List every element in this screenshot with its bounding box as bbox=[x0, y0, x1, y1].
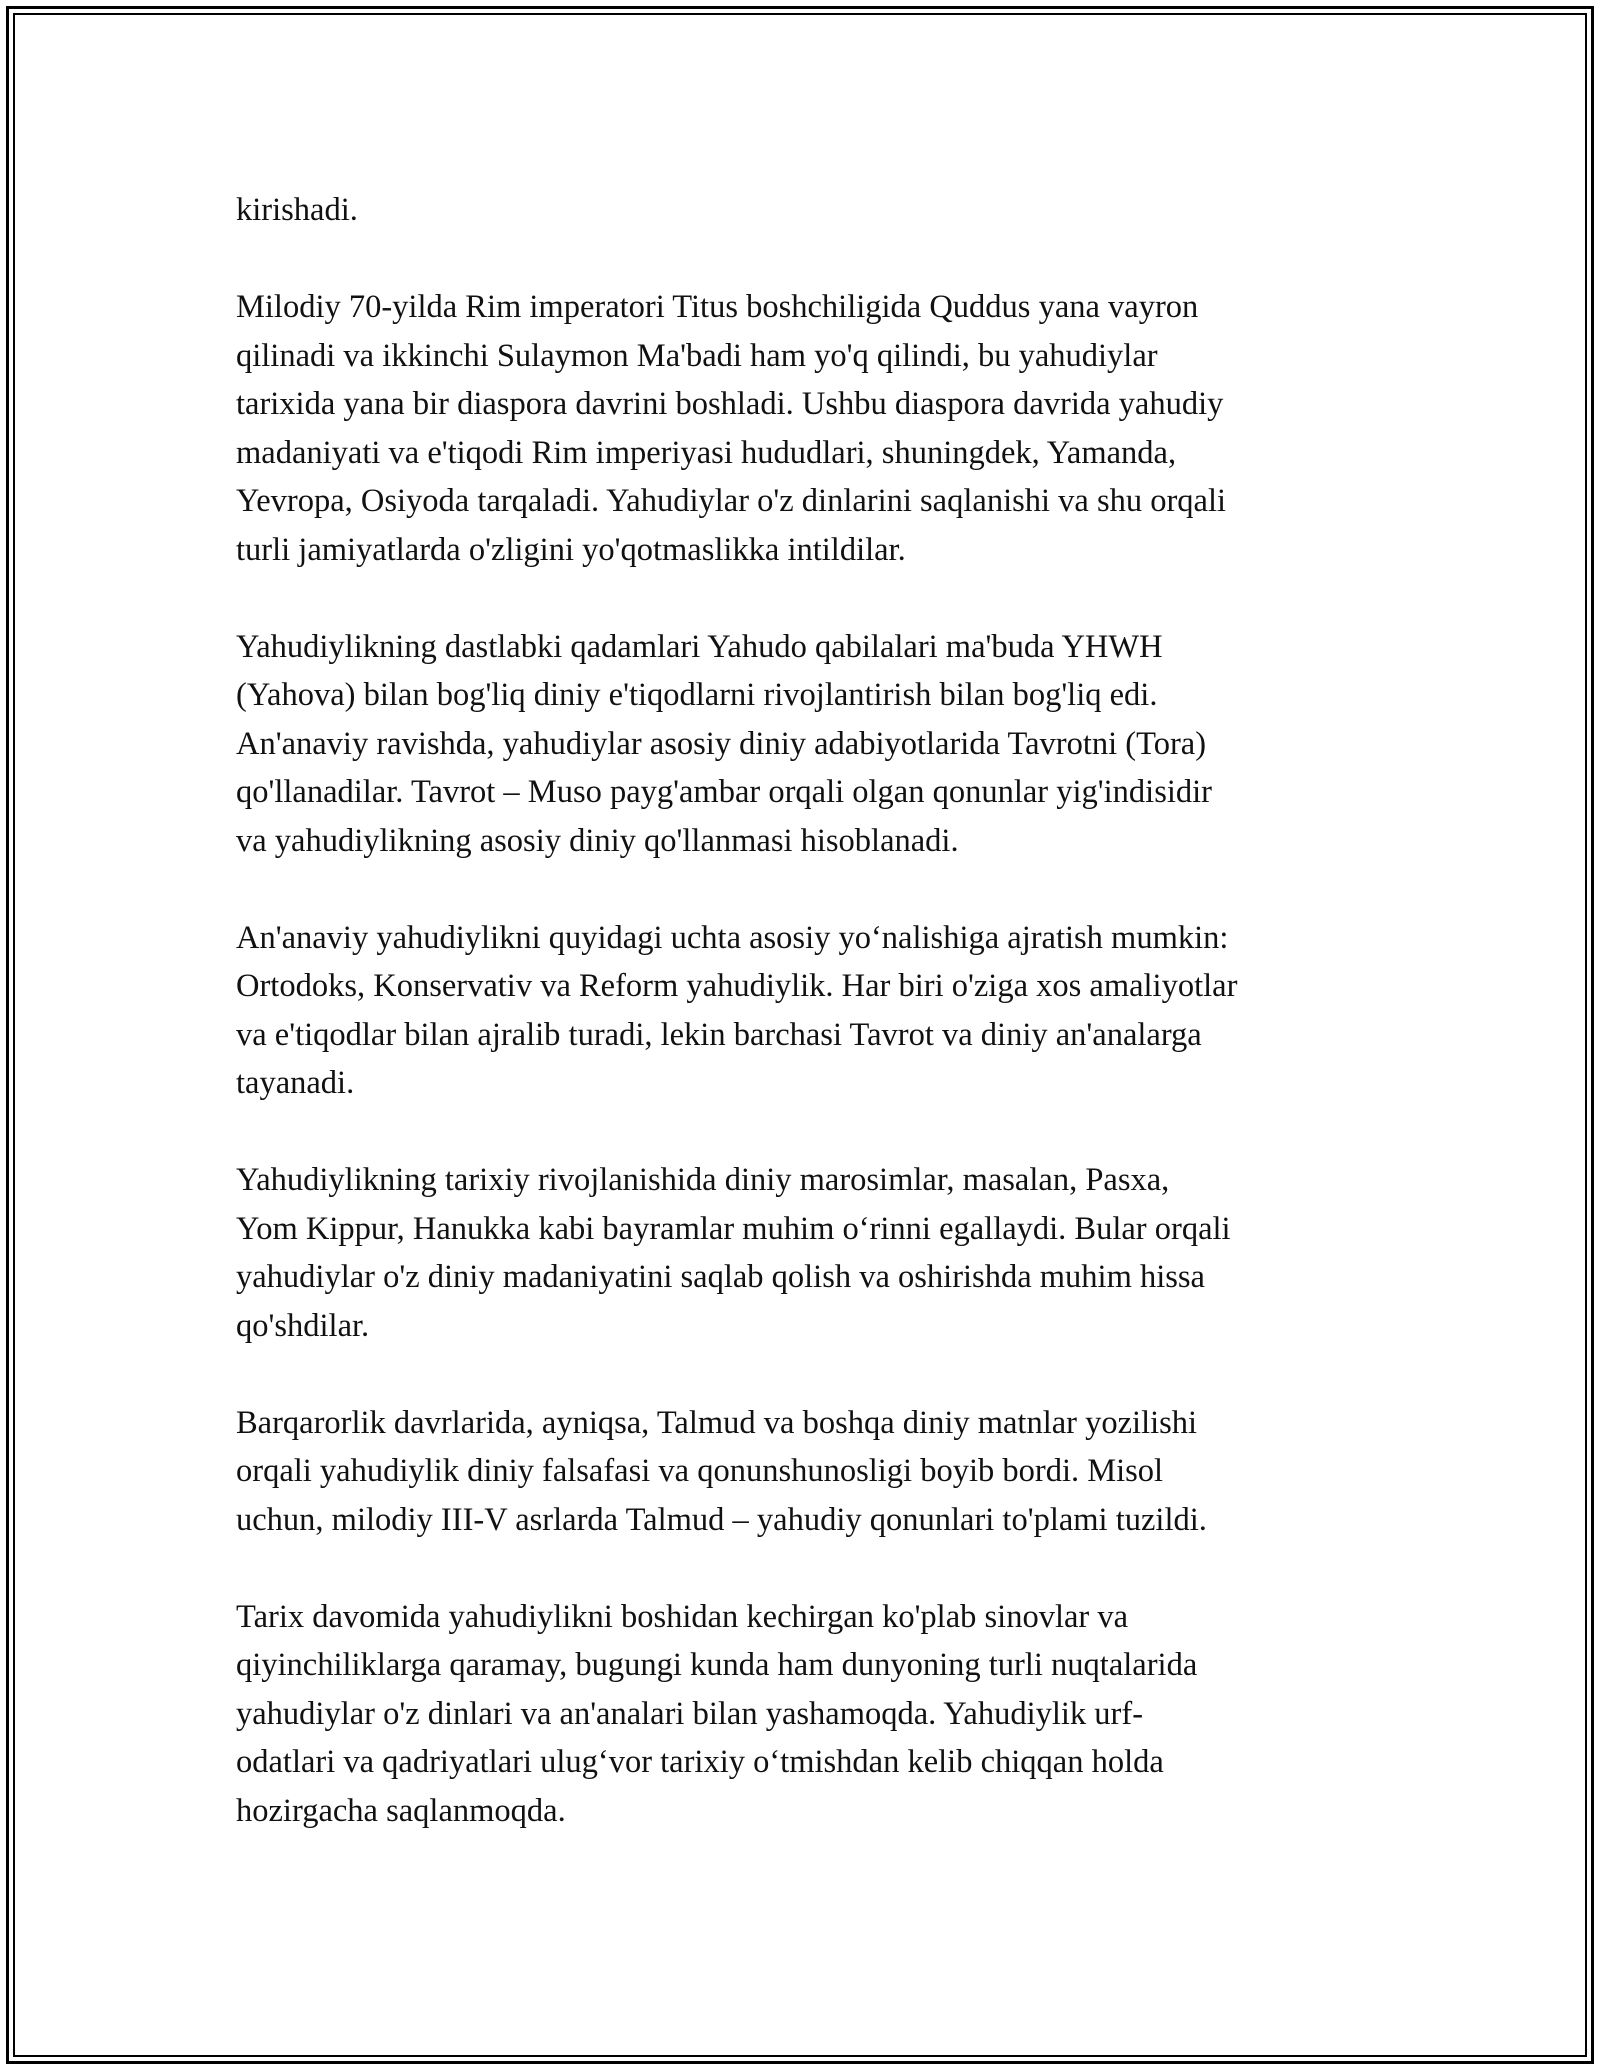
paragraph-talmud: Barqarorlik davrlarida, ayniqsa, Talmud va boshqa diniy matnlar yozilishi orqali yahudiylik diniy falsafasi va qonunshunosligi boyib bordi. Misol uchun, milodiy III-V asrlarda Talmud – yahudiy qonunlari to'plami tuzildi. bbox=[236, 1404, 1207, 1538]
paragraph-diaspora: Milodiy 70-yilda Rim imperatori Titus boshchiligida Quddus yana vayron qilinadi va ikkinchi Sulaymon Ma'badi ham yo'q qilindi, bu yahudiylar tarixida yana bir diaspora davrini boshladi. Ushbu diaspora davrida yahudiy madaniyati va e'tiqodi Rim imperiyasi hududlari, shuningdek, Yamanda, Yevropa, Osiyoda tarqaladi. Yahudiylar o'z dinlarini saqlanishi va shu orqali turli jamiyatlarda o'zligini yo'qotmaslikka intildilar. bbox=[236, 289, 1227, 568]
paragraph-conclusion: Tarix davomida yahudiylikni boshidan kechirgan ko'plab sinovlar va qiyinchiliklarga qaramay, bugungi kunda ham dunyoning turli nuqtalarida yahudiylar o'z dinlari va an'analari bilan yashamoqda. Yahudiylik urf- odatlari va qadriyatlari ulug‘vor tarixiy o‘tmishdan kelib chiqqan holda hozirgacha saqlanmoqda. bbox=[236, 1598, 1198, 1829]
paragraph-continuation: kirishadi. bbox=[236, 192, 358, 228]
paragraph-branches: An'anaviy yahudiylikni quyidagi uchta asosiy yo‘nalishiga ajratish mumkin: Ortodoks, Konservativ va Reform yahudiylik. Har biri o'ziga xos amaliyotlar va e'tiqodlar bilan ajralib turadi, lekin barchasi Tavrot va diniy an'analarga tayanadi. bbox=[236, 919, 1238, 1101]
paragraph-holidays: Yahudiylikning tarixiy rivojlanishida diniy marosimlar, masalan, Pasxa, Yom Kippur, Hanukka kabi bayramlar muhim o‘rinni egallaydi. Bular orqali yahudiylar o'z diniy madaniyatini saqlab qolish va oshirishda muhim hissa qo'shdilar. bbox=[236, 1162, 1231, 1344]
document-body bbox=[236, 186, 1384, 1884]
paragraph-early-judaism: Yahudiylikning dastlabki qadamlari Yahudo qabilalari ma'buda YHWH (Yahova) bilan bog'liq diniy e'tiqodlarni rivojlantirish bilan bog'liq edi. An'anaviy ravishda, yahudiylar asosiy diniy adabiyotlarida Tavrotni (Tora) qo'llanadilar. Tavrot – Muso payg'ambar orqali olgan qonunlar yig'indisidir va yahudiylikning asosiy diniy qo'llanmasi hisoblanadi. bbox=[236, 628, 1212, 859]
